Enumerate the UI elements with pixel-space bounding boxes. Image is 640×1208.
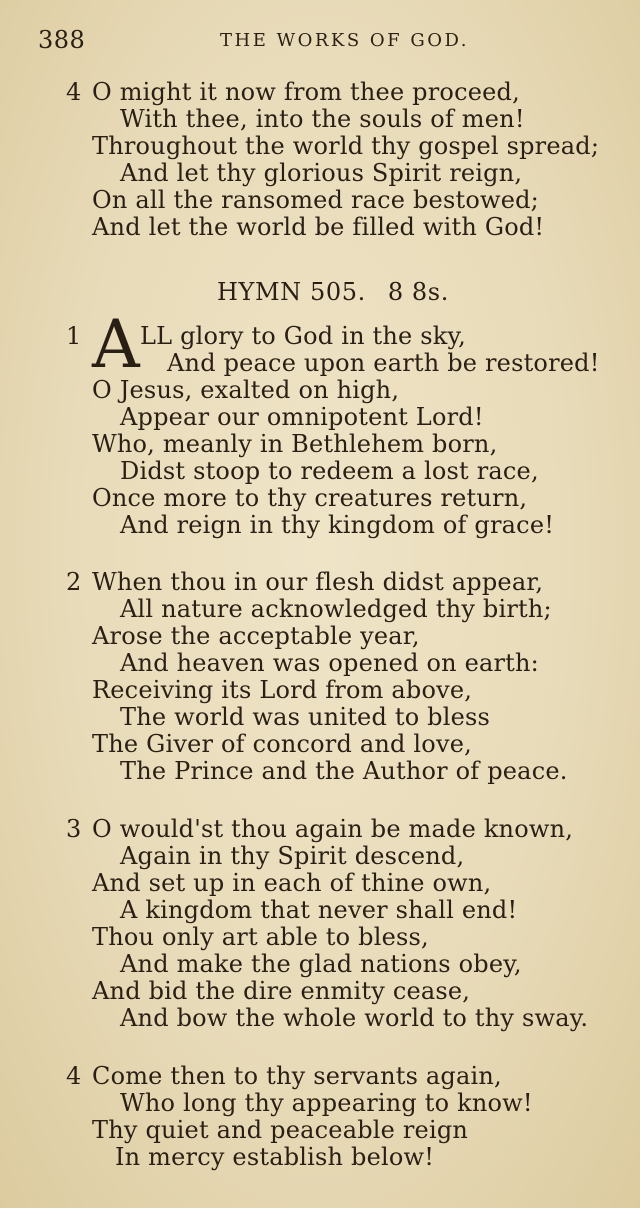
verse-line: And make the glad nations obey,	[120, 950, 522, 978]
verse-line: O Jesus, exalted on high,	[92, 376, 400, 404]
verse-line: The world was united to bless	[120, 703, 491, 731]
running-title: THE WORKS OF GOD.	[220, 30, 469, 51]
hymn-heading	[217, 278, 449, 306]
verse-line: Didst stoop to redeem a lost race,	[120, 457, 539, 485]
hymn-title: HYMN 505.	[217, 278, 366, 306]
verse-line: And let the world be filled with God!	[92, 213, 545, 241]
stanza-number: 3	[66, 815, 82, 843]
verse-line: In mercy establish below!	[115, 1143, 435, 1171]
stanza-number: 4	[66, 78, 82, 106]
verse-line: Who long thy appearing to know!	[120, 1089, 533, 1117]
verse-line: A kingdom that never shall end!	[120, 896, 518, 924]
verse-line: And bow the whole world to thy sway.	[120, 1004, 589, 1032]
stanza-number: 2	[66, 568, 82, 596]
verse-line: Come then to thy servants again,	[92, 1062, 502, 1090]
verse-line: Receiving its Lord from above,	[92, 676, 473, 704]
verse-line: With thee, into the souls of men!	[120, 105, 525, 133]
verse-line: And set up in each of thine own,	[92, 869, 492, 897]
verse-line: Appear our omnipotent Lord!	[120, 403, 484, 431]
stanza-number: 1	[66, 322, 82, 350]
page-number: 388	[38, 26, 86, 54]
verse-line: Thy quiet and peaceable reign	[92, 1116, 469, 1144]
verse-line: When thou in our flesh didst appear,	[92, 568, 544, 596]
verse-line: And reign in thy kingdom of grace!	[120, 511, 555, 539]
verse-line: Once more to thy creatures return,	[92, 484, 528, 512]
verse-line: O might it now from thee proceed,	[92, 78, 520, 106]
verse-line: Throughout the world thy gospel spread;	[92, 132, 600, 160]
verse-line: LL glory to God in the sky,	[140, 322, 466, 350]
verse-line: Who, meanly in Bethlehem born,	[92, 430, 498, 458]
verse-line: Thou only art able to bless,	[92, 923, 429, 951]
verse-line: O would'st thou again be made known,	[92, 815, 574, 843]
verse-line: On all the ransomed race bestowed;	[92, 186, 539, 214]
verse-line: All nature acknowledged thy birth;	[120, 595, 552, 623]
verse-line: And heaven was opened on earth:	[120, 649, 539, 677]
verse-line: The Giver of concord and love,	[92, 730, 472, 758]
verse-line: And bid the dire enmity cease,	[92, 977, 471, 1005]
hymn-meter: 8 8s.	[387, 278, 449, 306]
stanza-number: 4	[66, 1062, 82, 1090]
verse-line: And let thy glorious Spirit reign,	[120, 159, 523, 187]
drop-cap: A	[92, 306, 140, 383]
verse-line: And peace upon earth be restored!	[167, 349, 600, 377]
verse-line: Arose the acceptable year,	[92, 622, 420, 650]
verse-line: Again in thy Spirit descend,	[120, 842, 465, 870]
verse-line: The Prince and the Author of peace.	[120, 757, 568, 785]
